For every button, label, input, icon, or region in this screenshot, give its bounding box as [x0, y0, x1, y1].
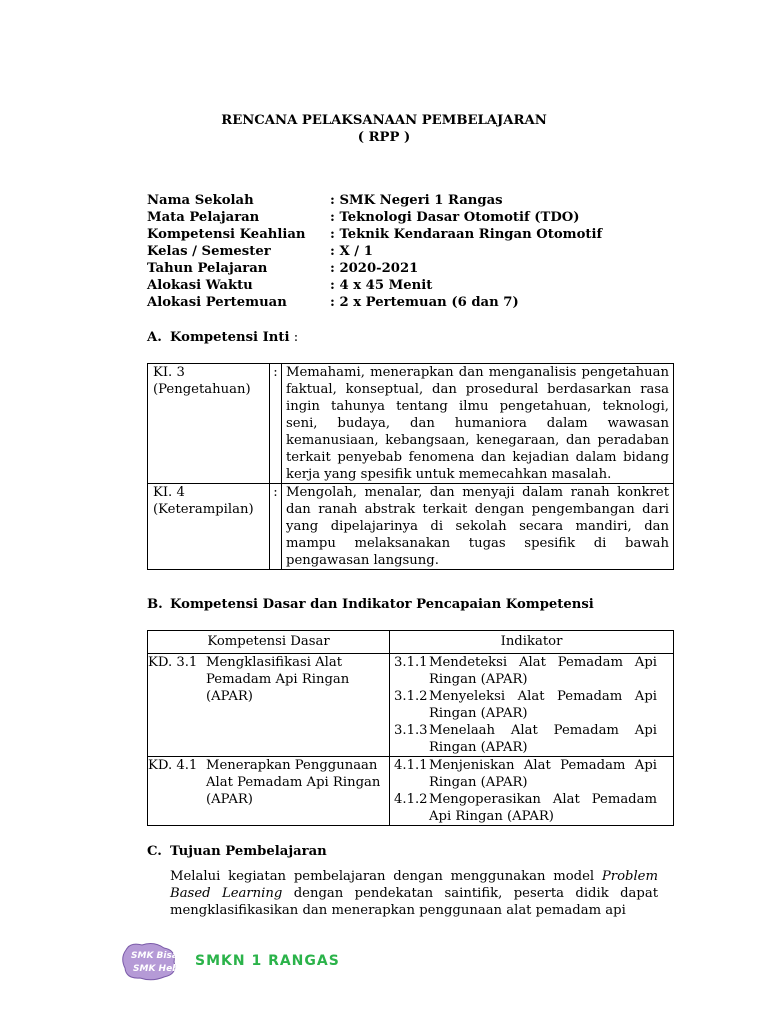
- section-a-heading: A. Kompetensi Inti :: [147, 330, 299, 345]
- section-b-heading: B. Kompetensi Dasar dan Indikator Pencapaian Kompetensi: [147, 597, 594, 612]
- identity-row: Mata Pelajaran : Teknologi Dasar Otomotif (TDO): [147, 210, 580, 225]
- indicator-item: 3.1.3 Menelaah Alat Pemadam Api Ringan (APAR): [394, 723, 657, 755]
- column-header: Indikator: [390, 631, 674, 654]
- indicator-item: 3.1.2 Menyeleksi Alat Pemadam Api Ringan (APAR): [394, 689, 657, 721]
- column-header: Kompetensi Dasar: [148, 631, 390, 654]
- logo-text-line-2: SMK Hebat: [133, 964, 189, 974]
- table-row: KD. 4.1 Menerapkan Penggunaan Alat Pemadam Api Ringan (APAR) 4.1.1 Menjeniskan Alat Pemadam Api Ringan (APAR) 4.1.2 Mengoperasikan Alat Pemadam Api Ringan (APAR): [148, 757, 674, 826]
- footer: [120, 940, 340, 982]
- indicator-item: 4.1.2 Mengoperasikan Alat Pemadam Api Ringan (APAR): [394, 792, 657, 824]
- table-header-row: [148, 631, 674, 654]
- table-row: KI. 4 (Keterampilan) : Mengolah, menalar, dan menyaji dalam ranah konkret dan ranah abstrak terkait dengan pengembangan dari yang dipelajarinya di sekolah secara mandiri, dan mampu melaksanakan tugas spesifik di bawah pengawasan langsung.: [148, 484, 674, 570]
- identity-block: [147, 192, 602, 311]
- document-subtitle: ( RPP ): [357, 130, 411, 145]
- indicator-item: 3.1.1 Mendeteksi Alat Pemadam Api Ringan (APAR): [394, 655, 657, 687]
- table-row: KI. 3 (Pengetahuan) : Memahami, menerapkan dan menganalisis pengetahuan faktual, konseptual, dan prosedural berdasarkan rasa ingin tahunya tentang ilmu pengetahuan, teknologi, seni, budaya, dan humaniora dalam wawasan kemanusiaan, kebangsaan, kenegaraan, dan peradaban terkait penyebab fenomena dan kejadian dalam bidang kerja yang spesifik untuk memecahkan masalah.: [148, 364, 674, 484]
- identity-row: Alokasi Waktu : 4 x 45 Menit: [147, 278, 433, 293]
- indicator-item: 4.1.1 Menjeniskan Alat Pemadam Api Ringan (APAR): [394, 758, 657, 790]
- section-c-heading: C. Tujuan Pembelajaran: [147, 844, 327, 859]
- identity-row: Nama Sekolah : SMK Negeri 1 Rangas: [147, 193, 503, 208]
- school-logo: [120, 940, 189, 982]
- identity-row: Kelas / Semester : X / 1: [147, 244, 373, 259]
- document-title: RENCANA PELAKSANAAN PEMBELAJARAN: [221, 113, 547, 128]
- identity-row: Tahun Pelajaran : 2020-2021: [147, 261, 419, 276]
- tujuan-paragraph: Melalui kegiatan pembelajaran dengan menggunakan model Problem Based Learning dengan pendekatan saintifik, peserta didik dapat mengklasifikasikan dan menerapkan penggunaan alat pemadam api: [170, 869, 658, 918]
- identity-row: Kompetensi Keahlian : Teknik Kendaraan Ringan Otomotif: [147, 227, 603, 242]
- logo-text-line-1: SMK Bisa: [131, 951, 178, 961]
- kompetensi-dasar-table: [147, 630, 674, 826]
- kompetensi-inti-table: [147, 363, 674, 570]
- school-name: SMKN 1 RANGAS: [195, 953, 340, 969]
- table-row: KD. 3.1 Mengklasifikasi Alat Pemadam Api Ringan (APAR) 3.1.1 Mendeteksi Alat Pemadam Api Ringan (APAR) 3.1.2 Menyeleksi Alat Pemadam Api Ringan (APAR) 3.1.3 Menelaah Alat Pemadam Api Ringan (APAR): [148, 654, 674, 757]
- identity-row: Alokasi Pertemuan : 2 x Pertemuan (6 dan 7): [147, 295, 519, 310]
